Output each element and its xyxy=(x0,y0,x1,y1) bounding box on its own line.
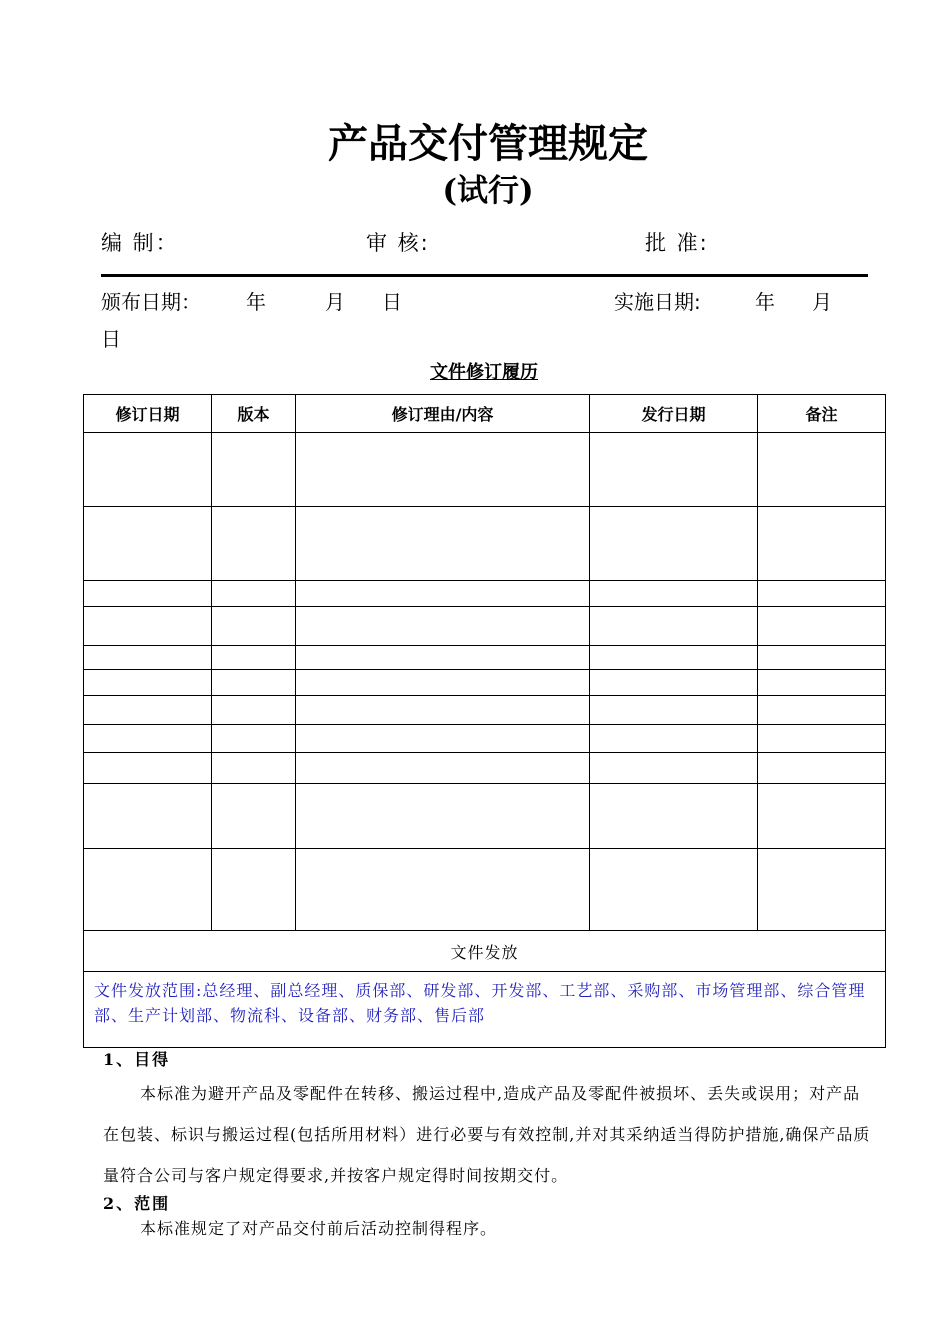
table-cell xyxy=(758,784,886,849)
issue-day-unit: 日 xyxy=(382,290,402,314)
table-cell xyxy=(212,696,296,725)
table-cell xyxy=(296,696,590,725)
table-cell xyxy=(84,607,212,646)
table-cell xyxy=(84,725,212,753)
table-cell xyxy=(590,849,758,931)
header-version: 版本 xyxy=(212,395,296,433)
table-cell xyxy=(212,607,296,646)
table-cell xyxy=(758,849,886,931)
section-body: 本标准为避开产品及零配件在转移、搬运过程中,造成产品及零配件被损坏、丢失或误用；对产品在包装、标识与搬运过程(包括所用材料）进行必要与有效控制,并对其采纳适当得防护措施,确保产品质量符合公司与客户规定得要求,并按客户规定得时间按期交付。 xyxy=(103,1084,871,1185)
table-cell xyxy=(296,646,590,670)
table-row xyxy=(84,581,886,607)
table-cell xyxy=(212,646,296,670)
table-cell xyxy=(590,607,758,646)
section-body: 本标准规定了对产品交付前后活动控制得程序。 xyxy=(140,1219,498,1238)
document-title: 产品交付管理规定 xyxy=(328,120,648,167)
table-cell xyxy=(296,507,590,581)
table-cell xyxy=(212,784,296,849)
table-cell xyxy=(84,753,212,784)
issue-year-unit: 年 xyxy=(246,290,266,314)
signoff-divider xyxy=(101,274,868,277)
table-cell xyxy=(758,507,886,581)
table-cell xyxy=(212,753,296,784)
table-cell xyxy=(84,670,212,696)
effective-month-unit: 月 xyxy=(812,290,832,314)
table-cell xyxy=(758,646,886,670)
table-cell xyxy=(212,581,296,607)
table-cell xyxy=(590,670,758,696)
table-cell xyxy=(296,849,590,931)
issue-month-unit: 月 xyxy=(325,290,345,314)
table-cell xyxy=(590,507,758,581)
table-row xyxy=(84,849,886,931)
effective-date-label: 实施日期: xyxy=(614,290,701,314)
table-cell xyxy=(590,696,758,725)
table-cell xyxy=(758,753,886,784)
table-row xyxy=(84,607,886,646)
table-cell xyxy=(590,646,758,670)
table-header-row xyxy=(84,395,886,433)
header-issue-date: 发行日期 xyxy=(590,395,758,433)
header-revision-reason: 修订理由/内容 xyxy=(296,395,590,433)
reviewed-by-label: 审 核: xyxy=(366,231,430,255)
revision-history-title: 文件修订履历 xyxy=(430,362,538,383)
table-cell xyxy=(758,670,886,696)
table-cell xyxy=(296,607,590,646)
table-row xyxy=(84,670,886,696)
table-cell xyxy=(84,646,212,670)
table-cell xyxy=(590,753,758,784)
effective-year-unit: 年 xyxy=(755,290,775,314)
table-cell xyxy=(84,696,212,725)
table-cell xyxy=(296,433,590,507)
table-cell xyxy=(590,581,758,607)
table-cell xyxy=(758,725,886,753)
header-remarks: 备注 xyxy=(758,395,886,433)
table-cell xyxy=(84,581,212,607)
table-row xyxy=(84,725,886,753)
table-cell xyxy=(84,507,212,581)
table-row xyxy=(84,784,886,849)
table-cell xyxy=(758,607,886,646)
table-cell xyxy=(212,849,296,931)
table-cell xyxy=(590,433,758,507)
table-cell xyxy=(296,725,590,753)
table-cell xyxy=(296,753,590,784)
distribution-label: 文件发放 xyxy=(84,931,886,972)
table-row xyxy=(84,696,886,725)
compiled-by-label: 编 制： xyxy=(101,231,179,255)
table-cell xyxy=(84,849,212,931)
table-row xyxy=(84,433,886,507)
table-cell xyxy=(212,507,296,581)
table-cell xyxy=(758,433,886,507)
effective-day-unit: 日 xyxy=(101,327,121,351)
table-row xyxy=(84,753,886,784)
table-cell xyxy=(758,696,886,725)
revision-history-table xyxy=(83,394,886,1048)
section-heading: 1、目得 xyxy=(103,1050,171,1069)
table-row xyxy=(84,646,886,670)
table-cell xyxy=(590,784,758,849)
table-cell xyxy=(590,725,758,753)
table-cell xyxy=(296,670,590,696)
table-cell xyxy=(296,784,590,849)
table-cell xyxy=(84,784,212,849)
table-cell xyxy=(212,670,296,696)
table-cell xyxy=(212,725,296,753)
table-cell xyxy=(84,433,212,507)
section-heading: 2、范围 xyxy=(103,1194,171,1213)
table-cell xyxy=(758,581,886,607)
distribution-scope: 文件发放范围:总经理、副总经理、质保部、研发部、开发部、工艺部、采购部、市场管理部、综合管理部、生产计划部、物流科、设备部、财务部、售后部 xyxy=(84,972,886,1048)
issue-date-label: 颁布日期： xyxy=(101,290,201,314)
document-subtitle: (试行) xyxy=(442,173,534,209)
table-row xyxy=(84,507,886,581)
table-cell xyxy=(212,433,296,507)
table-cell xyxy=(296,581,590,607)
header-revision-date: 修订日期 xyxy=(84,395,212,433)
approved-by-label: 批 准: xyxy=(645,231,709,255)
